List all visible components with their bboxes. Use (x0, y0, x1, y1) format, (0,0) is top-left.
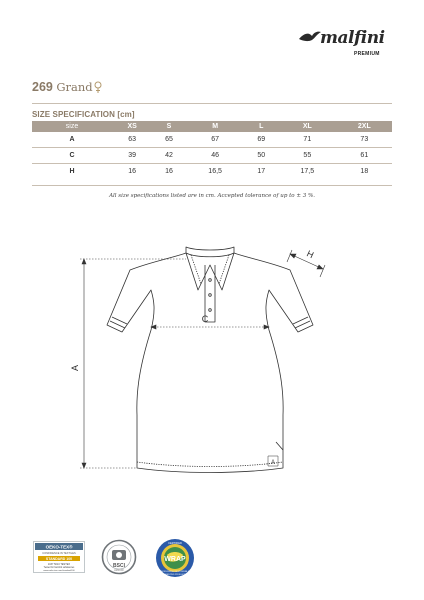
tolerance-note: All size specifications listed are in cm. Accepted tolerance of up to ± 3 %. (109, 193, 315, 199)
oeko-tex-line: 1037 5010 TESTEX (47, 563, 71, 566)
product-name: Grand (56, 80, 93, 94)
collar (186, 247, 234, 257)
dimension-a (80, 259, 186, 468)
table-cell: 55 (278, 148, 337, 164)
oeko-tex-line: www.oeko-tex.com/standard100 (43, 570, 75, 572)
oeko-tex-badge-icon (33, 541, 85, 573)
wrap-subtext: WORLDWIDE RESPONSIBLE (160, 571, 190, 573)
table-cell: 42 (152, 148, 186, 164)
table-header-cell: XS (112, 121, 152, 132)
row-label: H (69, 168, 75, 175)
table-cell: 46 (186, 148, 245, 164)
hem-tag-letter: A (270, 460, 276, 466)
table-cell: 69 (244, 132, 278, 148)
wrap-seal-icon (155, 538, 195, 578)
table-header-cell: XL (278, 121, 337, 132)
wrap-logo (155, 538, 195, 583)
table-cell: 63 (112, 132, 152, 148)
brand-subtitle: PREMIUM (354, 51, 380, 57)
hem-label-tag (268, 456, 278, 466)
wrap-text: WRAP (164, 556, 186, 563)
dimension-c (151, 325, 269, 329)
table-cell: 17 (257, 168, 266, 175)
table-cell: 61 (337, 148, 392, 164)
table-cell: 18 (360, 168, 369, 175)
product-code: 269 (32, 80, 53, 94)
table-cell: 16 (165, 168, 173, 175)
shirt-outline (107, 253, 313, 473)
dimension-label-c: C (201, 314, 209, 324)
bsci-subtext: AMFORI (114, 569, 124, 572)
table-cell: 50 (244, 148, 278, 164)
table-cell: 16 (128, 168, 136, 175)
table-cell: 65 (152, 132, 186, 148)
table-cell: 73 (337, 132, 392, 148)
oeko-tex-standard: STANDARD 100 (45, 557, 73, 561)
table-header-cell: L (244, 121, 278, 132)
table-header-cell: M (186, 121, 245, 132)
table-header-cell: 2XL (337, 121, 392, 132)
table-cell: 71 (278, 132, 337, 148)
dimension-label-h: H (305, 248, 316, 261)
oeko-tex-title: OEKO-TEX® (45, 544, 73, 550)
bsci-text: BSCI (113, 563, 125, 569)
oeko-tex-line: CONFIDENCE IN TEXTILES (42, 552, 76, 555)
table-cell: 39 (112, 148, 152, 164)
brand-name: malfini (320, 28, 385, 48)
section-title: SIZE SPECIFICATION [cm] (32, 110, 135, 119)
table-cell: 16,5 (208, 168, 222, 175)
bsci-logo (101, 539, 137, 580)
table-header-cell: size (32, 121, 112, 132)
row-label: A (32, 132, 112, 148)
row-label: C (32, 148, 112, 164)
table-cell: 67 (186, 132, 245, 148)
oeko-tex-logo (33, 541, 85, 578)
wrap-subtext: CERTIFIED (168, 542, 182, 545)
wrap-subtext: ACCREDITED PRODUCTION (160, 574, 190, 576)
table-header-cell: S (152, 121, 186, 132)
dimension-label-a: A (70, 364, 80, 372)
table-cell: 17,5 (300, 168, 315, 175)
bsci-seal-icon (101, 539, 137, 575)
oeko-tex-line: Tested for harmful substances (43, 567, 75, 569)
